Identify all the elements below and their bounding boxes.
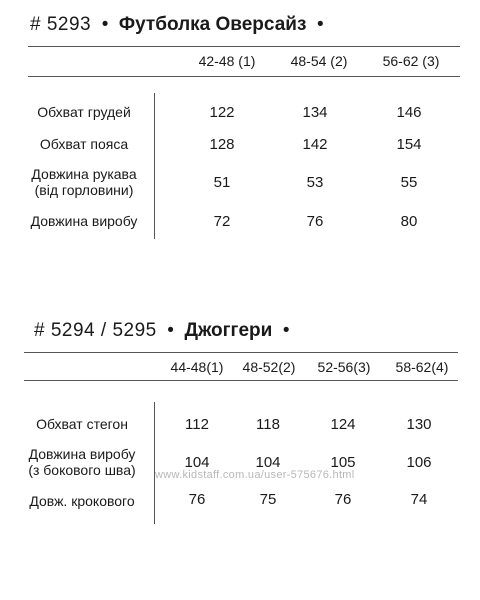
table2-cell: 130 (406, 416, 432, 433)
table1-col-header: 56-62 (3) (382, 53, 440, 69)
table1-cell: 53 (306, 174, 324, 191)
table2-title-number: # 5294 / 5295 (34, 320, 157, 341)
table1-cell: 122 (209, 104, 235, 121)
table1-cell: 80 (400, 213, 418, 230)
table1-cell: 76 (306, 213, 324, 230)
table2-row-label: Обхват стегон (36, 416, 128, 432)
table1-col-header: 48-54 (2) (290, 53, 348, 69)
table2-cell: 118 (256, 416, 280, 433)
table1-cell: 51 (213, 174, 231, 191)
table2-col-header: 58-62(4) (395, 359, 449, 375)
table2-row-label-line2: (з бокового шва) (28, 462, 136, 478)
table1-column-divider (154, 93, 155, 239)
table2-cell: 76 (188, 491, 206, 508)
table2-bullet-left: • (167, 320, 174, 341)
table1-title (30, 14, 324, 36)
table1-col-header: 42-48 (1) (198, 53, 256, 69)
table2-cell: 104 (255, 454, 281, 471)
table2-bullet-right: • (282, 320, 290, 341)
table1-header-rule (28, 76, 460, 77)
table1-row-label (16, 166, 152, 198)
table1-title-number: # 5293 (30, 14, 92, 35)
table1-cell: 128 (209, 136, 235, 153)
table1-cell: 55 (400, 174, 418, 191)
watermark-text: www.kidstaff.com.ua/user-575676.html (155, 469, 355, 481)
table2-col-header: 52-56(3) (317, 359, 371, 375)
table2-cell: 106 (406, 454, 432, 471)
table1-cell: 72 (213, 213, 231, 230)
table2-cell: 104 (184, 454, 210, 471)
table2-cell: 124 (330, 416, 356, 433)
table1-row-label: Довжина виробу (30, 213, 138, 229)
table2-column-divider (154, 402, 155, 524)
table1-row-label: Обхват грудей (37, 104, 131, 120)
table2-cell: 112 (185, 416, 209, 433)
table1-title-name: Футболка Оверсайз (118, 14, 307, 35)
table1-row-label-line1: Довжина рукава (31, 166, 137, 182)
table1-row-label-line2: (від горловини) (34, 182, 134, 198)
table2-cell: 105 (330, 454, 356, 471)
table2-col-header: 44-48(1) (170, 359, 224, 375)
table1-cell: 154 (396, 136, 422, 153)
table2-header-rule (24, 380, 458, 381)
table2-cell: 74 (410, 491, 428, 508)
table2-row-label: Довж. крокового (29, 493, 135, 509)
table2-top-rule (24, 352, 458, 353)
table1-bullet-left: • (101, 14, 109, 35)
table1-top-rule (28, 46, 460, 47)
table2-cell: 75 (259, 491, 277, 508)
table2-cell: 76 (334, 491, 352, 508)
table1-cell: 142 (302, 136, 328, 153)
table1-cell: 146 (396, 104, 422, 121)
table1-bullet-right: • (316, 14, 324, 35)
table1-row-label: Обхват пояса (39, 136, 129, 152)
table2-title-name: Джоггери (184, 320, 273, 341)
table2-col-header: 48-52(2) (242, 359, 296, 375)
table1-cell: 134 (302, 104, 328, 121)
table2-row-label (14, 446, 150, 478)
table2-row-label-line1: Довжина виробу (28, 446, 136, 462)
table2-title (34, 320, 290, 342)
